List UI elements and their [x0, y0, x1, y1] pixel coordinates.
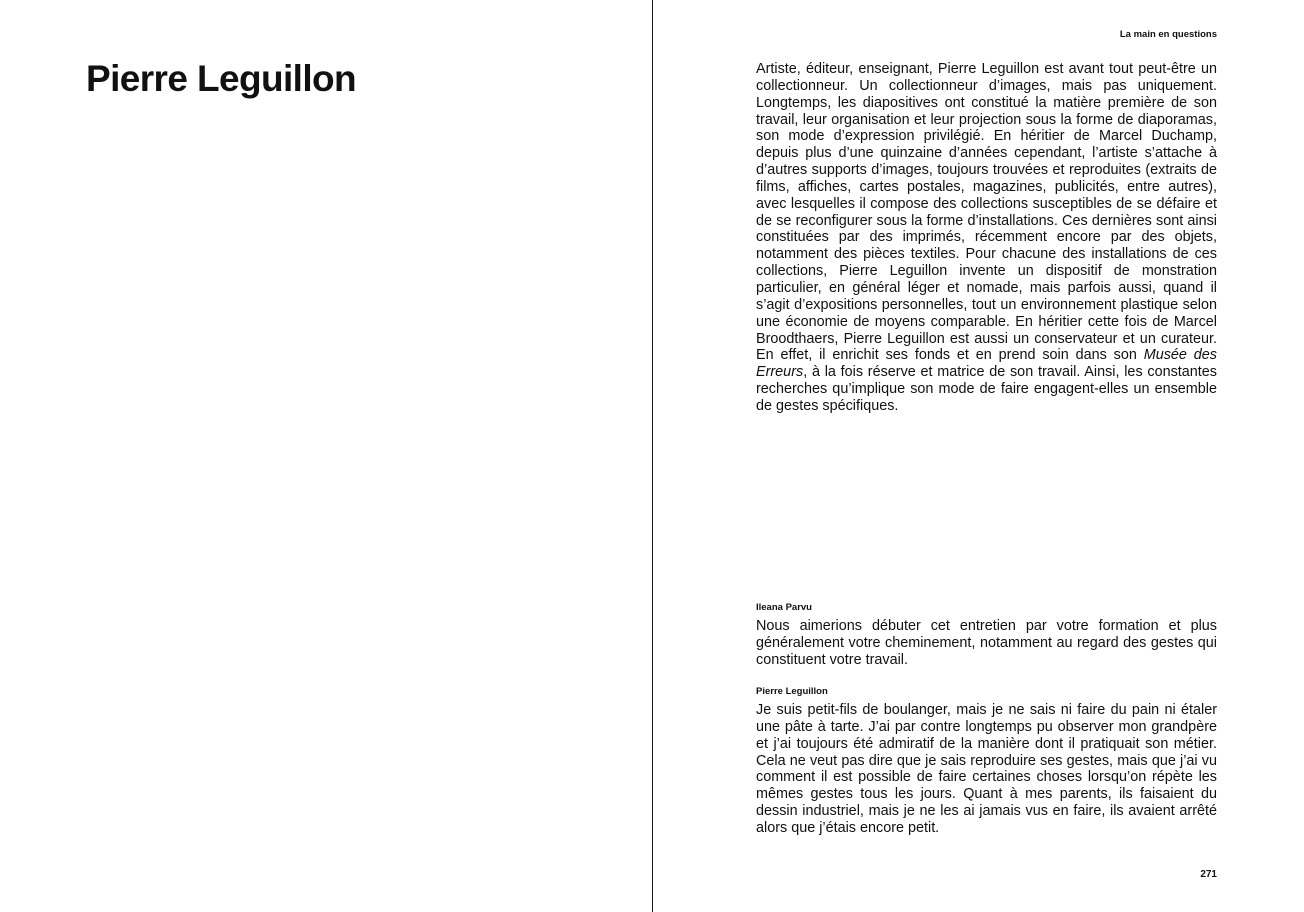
page-number: 271: [1200, 869, 1217, 880]
speaker-label: Ileana Parvu: [756, 602, 812, 613]
interview-answer: Je suis petit-fils de boulanger, mais je ne sais ni faire du pain ni étaler une pâte à tarte. J’ai par contre longtemps pu observer mon grandpère et j’ai toujours été admiratif de la manière dont il pratiquait son métier. Cela ne veut pas dire que je sais reproduire ses gestes, mais que j’ai vu comment il est possible de faire certaines choses lorsqu’on répète les mêmes gestes tous les jours. Quant à mes parents, ils faisaient du dessin industriel, mais je ne les ai jamais vus en faire, ils avaient arrêté alors que j’étais encore petit.: [756, 702, 1217, 836]
interview-question: Nous aimerions débuter cet entretien par votre formation et plus généralement votre cheminement, notamment au regard des gestes qui constituent votre travail.: [756, 618, 1217, 668]
intro-text-part-1: Artiste, éditeur, enseignant, Pierre Leguillon est avant tout peut-être un collectionneur. Un collectionneur d’images, mais pas uniquement. Longtemps, les diapositives ont constitué la matière première de son travail, leur organisation et leur projection sous la forme de diaporamas, son mode d’expression privilégié. En héritier de Marcel Duchamp, depuis plus d’une quinzaine d’années cependant, l’artiste s’attache à d’autres supports d’images, toujours trouvées et reproduites (extraits de films, affiches, cartes postales, magazines, publicités, entre autres), avec lesquelles il compose des collections susceptibles de se défaire et de se reconfigurer sous la forme d’installations. Ces dernières sont ainsi constituées par des imprimés, récemment encore par des objets, notamment des pièces textiles. Pour chacune des installations de ces collections, Pierre Leguillon invente un dispositif de monstration particulier, en général léger et nomade, mais parfois aussi, quand il s’agit d’expositions personnelles, tout un environnement plastique selon une économie de moyens comparable. En héritier cette fois de Marcel Broodthaers, Pierre Leguillon est aussi un conservateur et un curateur. En effet, il enrichit ses fonds et en prend soin dans son: [756, 61, 1217, 364]
right-page: [653, 0, 1304, 912]
speaker-label: Pierre Leguillon: [756, 686, 828, 697]
page-title: Pierre Leguillon: [86, 58, 357, 99]
intro-italic-title: Musée des Erreurs: [756, 347, 1217, 381]
intro-paragraph: [756, 61, 1217, 415]
running-head: La main en questions: [1119, 29, 1217, 40]
intro-text-part-2: , à la fois réserve et matrice de son travail. Ainsi, les constantes recherches qu’implique son mode de faire engagent-elles un ensemble de gestes spécifiques.: [756, 364, 1217, 414]
